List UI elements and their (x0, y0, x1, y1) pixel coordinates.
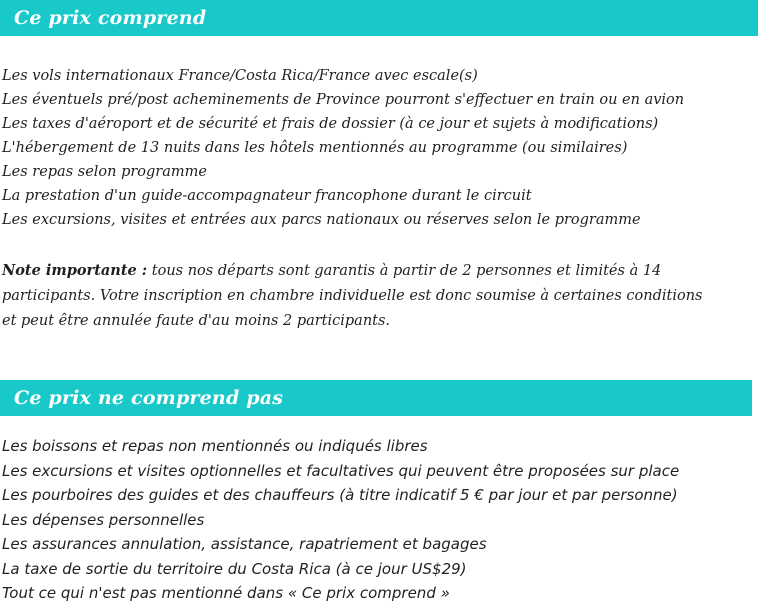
list-item: Les repas selon programme (2, 164, 207, 180)
included-list (0, 64, 758, 232)
list-item: Tout ce qui n'est pas mentionné dans « Ce prix comprend » (2, 584, 450, 602)
important-note (0, 258, 722, 334)
list-item: Les boissons et repas non mentionnés ou indiqués libres (2, 437, 428, 455)
excluded-section-title: Ce prix ne comprend pas (14, 387, 284, 409)
list-item: La prestation d'un guide-accompagnateur francophone durant le circuit (2, 188, 532, 204)
important-note-text: tous nos départs sont garantis à partir de 2 personnes et limités à 14 participants. Votre inscription en chambre individuelle est donc soumise à certaines conditions et peut être annulée faute d'au moins 2 participants. (2, 263, 703, 329)
list-item: Les dépenses personnelles (2, 510, 205, 529)
list-item: Les excursions, visites et entrées aux parcs nationaux ou réserves selon le programme (2, 212, 641, 228)
list-item: Les pourboires des guides et des chauffeurs (à titre indicatif 5 € par jour et par personne) (2, 486, 678, 504)
list-item: Les taxes d'aéroport et de sécurité et frais de dossier (à ce jour et sujets à modifications) (2, 116, 659, 132)
excluded-list (0, 434, 758, 606)
important-note-label: Note importante : (2, 262, 148, 279)
section-spacer (0, 334, 758, 380)
list-item: Les éventuels pré/post acheminements de Province pourront s'effectuer en train ou en avion (2, 92, 685, 108)
list-item: Les vols internationaux France/Costa Rica/France avec escale(s) (2, 68, 478, 84)
included-section-header (0, 0, 758, 36)
included-section-title: Ce prix comprend (14, 7, 207, 29)
list-item: L'hébergement de 13 nuits dans les hôtels mentionnés au programme (ou similaires) (2, 140, 628, 156)
list-item: Les excursions et visites optionnelles et facultatives qui peuvent être proposées sur place (2, 461, 680, 480)
list-item: Les assurances annulation, assistance, rapatriement et bagages (2, 535, 487, 553)
list-item: La taxe de sortie du territoire du Costa Rica (à ce jour US$29) (2, 559, 467, 578)
excluded-section-header (0, 380, 752, 416)
